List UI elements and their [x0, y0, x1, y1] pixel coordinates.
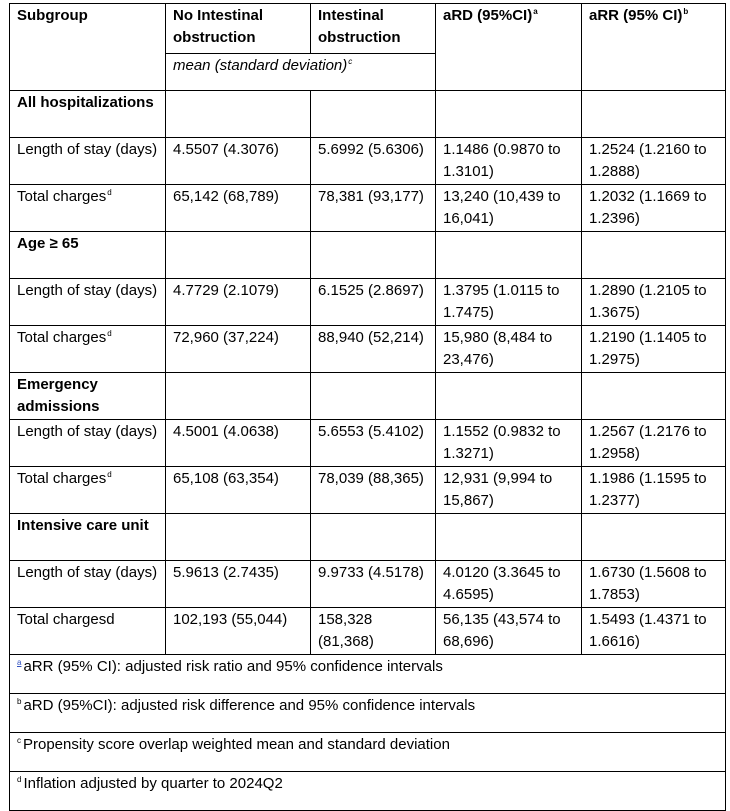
- ard-value-text: 1.1552 (0.9832 to 1.3271): [443, 423, 561, 462]
- group-label: [10, 232, 166, 279]
- io-value-text: 78,039 (88,365): [318, 470, 424, 487]
- footnote-mark[interactable]: a: [17, 658, 22, 667]
- footnote-text: aRD (95%CI): adjusted risk difference and 95% confidence intervals: [23, 697, 476, 714]
- no-io-value-text: 65,142 (68,789): [173, 188, 279, 205]
- header-row: [10, 4, 726, 54]
- header-no-io: [166, 4, 311, 54]
- io-value: [311, 138, 436, 185]
- row-label-text: Total charges: [17, 188, 107, 205]
- group-label: [10, 91, 166, 138]
- io-value: [311, 467, 436, 514]
- footnote-row: [10, 772, 726, 811]
- group-empty-cell: [311, 232, 436, 279]
- no-io-value: [166, 326, 311, 373]
- no-io-value-text: 65,108 (63,354): [173, 470, 279, 487]
- io-value: [311, 561, 436, 608]
- ard-value-text: 13,240 (10,439 to 16,041): [443, 188, 561, 227]
- no-io-value-text: 4.5001 (4.0638): [173, 423, 279, 440]
- io-value-text: 6.1525 (2.8697): [318, 282, 424, 299]
- header-arr-sup: b: [683, 7, 689, 16]
- arr-value: [582, 138, 726, 185]
- arr-value: [582, 420, 726, 467]
- row-label: [10, 279, 166, 326]
- header-arr-text: aRR (95% CI): [589, 7, 683, 24]
- footnote-mark: d: [17, 775, 22, 784]
- group-empty-cell: [582, 91, 726, 138]
- ard-value: [436, 138, 582, 185]
- footnote-row: [10, 733, 726, 772]
- io-value-text: 5.6553 (5.4102): [318, 423, 424, 440]
- ard-value-text: 56,135 (43,574 to 68,696): [443, 611, 561, 650]
- arr-value-text: 1.1986 (1.1595 to 1.2377): [589, 470, 707, 509]
- group-row: [10, 232, 726, 279]
- footnote: [10, 772, 726, 811]
- ard-value-text: 12,931 (9,994 to 15,867): [443, 470, 553, 509]
- io-value-text: 78,381 (93,177): [318, 188, 424, 205]
- no-io-value: [166, 467, 311, 514]
- group-empty-cell: [582, 232, 726, 279]
- ard-value: [436, 561, 582, 608]
- table-row: [10, 279, 726, 326]
- row-label: [10, 326, 166, 373]
- group-label-text: Age ≥ 65: [17, 235, 79, 252]
- row-label: [10, 185, 166, 232]
- ard-value-text: 1.1486 (0.9870 to 1.3101): [443, 141, 561, 180]
- table-row: [10, 138, 726, 185]
- no-io-value-text: 102,193 (55,044): [173, 611, 288, 628]
- group-empty-cell: [311, 514, 436, 561]
- group-label: [10, 514, 166, 561]
- group-row: [10, 373, 726, 420]
- header-no-io-text: No Intestinal obstruction: [173, 7, 264, 46]
- arr-value-text: 1.2190 (1.1405 to 1.2975): [589, 329, 707, 368]
- no-io-value: [166, 185, 311, 232]
- arr-value: [582, 467, 726, 514]
- group-empty-cell: [166, 91, 311, 138]
- table-row: [10, 608, 726, 655]
- group-row: [10, 91, 726, 138]
- footnote-text: Propensity score overlap weighted mean and standard deviation: [23, 736, 450, 753]
- arr-value-text: 1.5493 (1.4371 to 1.6616): [589, 611, 707, 650]
- no-io-value-text: 5.9613 (2.7435): [173, 564, 279, 581]
- table-row: [10, 467, 726, 514]
- io-value-text: 88,940 (52,214): [318, 329, 424, 346]
- table-row: [10, 561, 726, 608]
- arr-value-text: 1.2890 (1.2105 to 1.3675): [589, 282, 707, 321]
- header-subgroup-text: Subgroup: [17, 7, 88, 24]
- arr-value-text: 1.2032 (1.1669 to 1.2396): [589, 188, 707, 227]
- row-label: [10, 467, 166, 514]
- header-io: [311, 4, 436, 54]
- group-empty-cell: [436, 91, 582, 138]
- no-io-value: [166, 561, 311, 608]
- io-value-text: 158,328 (81,368): [318, 611, 374, 650]
- group-label-text: Emergency admissions: [17, 376, 100, 415]
- group-row: [10, 514, 726, 561]
- group-empty-cell: [311, 373, 436, 420]
- arr-value: [582, 279, 726, 326]
- footnote: [10, 733, 726, 772]
- ard-value: [436, 420, 582, 467]
- results-table: [9, 3, 726, 811]
- row-label: [10, 561, 166, 608]
- arr-value-text: 1.2567 (1.2176 to 1.2958): [589, 423, 707, 462]
- arr-value: [582, 185, 726, 232]
- header-io-text: Intestinal obstruction: [318, 7, 401, 46]
- header-sub-sup: c: [348, 57, 353, 66]
- header-sub-label: [166, 54, 436, 91]
- footnote-text: Inflation adjusted by quarter to 2024Q2: [23, 775, 283, 792]
- row-label-sup: d: [107, 329, 112, 338]
- header-arr: [582, 4, 726, 91]
- no-io-value-text: 4.7729 (2.1079): [173, 282, 279, 299]
- row-label-text: Length of stay (days): [17, 564, 158, 581]
- no-io-value: [166, 420, 311, 467]
- group-empty-cell: [436, 232, 582, 279]
- group-empty-cell: [582, 373, 726, 420]
- footnote-mark: c: [17, 736, 21, 745]
- io-value: [311, 608, 436, 655]
- no-io-value: [166, 608, 311, 655]
- header-subgroup: [10, 4, 166, 91]
- group-empty-cell: [311, 91, 436, 138]
- group-label-text: Intensive care unit: [17, 517, 149, 534]
- group-empty-cell: [166, 514, 311, 561]
- row-label-text: Length of stay (days): [17, 423, 158, 440]
- row-label-text: Total chargesd: [17, 611, 115, 628]
- table-body: [10, 4, 726, 811]
- io-value: [311, 185, 436, 232]
- io-value: [311, 420, 436, 467]
- header-ard: [436, 4, 582, 91]
- group-label: [10, 373, 166, 420]
- ard-value-text: 4.0120 (3.3645 to 4.6595): [443, 564, 561, 603]
- footnote-row: [10, 694, 726, 733]
- row-label-text: Length of stay (days): [17, 282, 158, 299]
- io-value-text: 5.6992 (5.6306): [318, 141, 424, 158]
- group-empty-cell: [436, 514, 582, 561]
- footnote-row: [10, 655, 726, 694]
- io-value-text: 9.9733 (4.5178): [318, 564, 424, 581]
- group-empty-cell: [582, 514, 726, 561]
- no-io-value: [166, 138, 311, 185]
- no-io-value-text: 4.5507 (4.3076): [173, 141, 279, 158]
- header-ard-text: aRD (95%CI): [443, 7, 533, 24]
- table-row: [10, 420, 726, 467]
- header-ard-sup: a: [533, 7, 538, 16]
- no-io-value-text: 72,960 (37,224): [173, 329, 279, 346]
- header-sub-label-text: mean (standard deviation): [173, 57, 348, 74]
- footnote-mark: b: [17, 697, 22, 706]
- ard-value-text: 15,980 (8,484 to 23,476): [443, 329, 553, 368]
- row-label-text: Total charges: [17, 329, 107, 346]
- io-value: [311, 279, 436, 326]
- no-io-value: [166, 279, 311, 326]
- ard-value: [436, 326, 582, 373]
- footnote-text: aRR (95% CI): adjusted risk ratio and 95% confidence intervals: [23, 658, 443, 675]
- arr-value-text: 1.6730 (1.5608 to 1.7853): [589, 564, 707, 603]
- arr-value: [582, 608, 726, 655]
- row-label: [10, 138, 166, 185]
- footnote: [10, 655, 726, 694]
- row-label-sup: d: [107, 470, 112, 479]
- group-empty-cell: [166, 232, 311, 279]
- row-label-sup: d: [107, 188, 112, 197]
- row-label-text: Total charges: [17, 470, 107, 487]
- arr-value-text: 1.2524 (1.2160 to 1.2888): [589, 141, 707, 180]
- table-row: [10, 326, 726, 373]
- row-label: [10, 420, 166, 467]
- ard-value-text: 1.3795 (1.0115 to 1.7475): [443, 282, 560, 321]
- row-label-text: Length of stay (days): [17, 141, 158, 158]
- arr-value: [582, 326, 726, 373]
- table-row: [10, 185, 726, 232]
- ard-value: [436, 467, 582, 514]
- io-value: [311, 326, 436, 373]
- row-label: [10, 608, 166, 655]
- ard-value: [436, 279, 582, 326]
- ard-value: [436, 608, 582, 655]
- group-empty-cell: [436, 373, 582, 420]
- group-label-text: All hospitalizations: [17, 94, 154, 111]
- ard-value: [436, 185, 582, 232]
- arr-value: [582, 561, 726, 608]
- group-empty-cell: [166, 373, 311, 420]
- footnote: [10, 694, 726, 733]
